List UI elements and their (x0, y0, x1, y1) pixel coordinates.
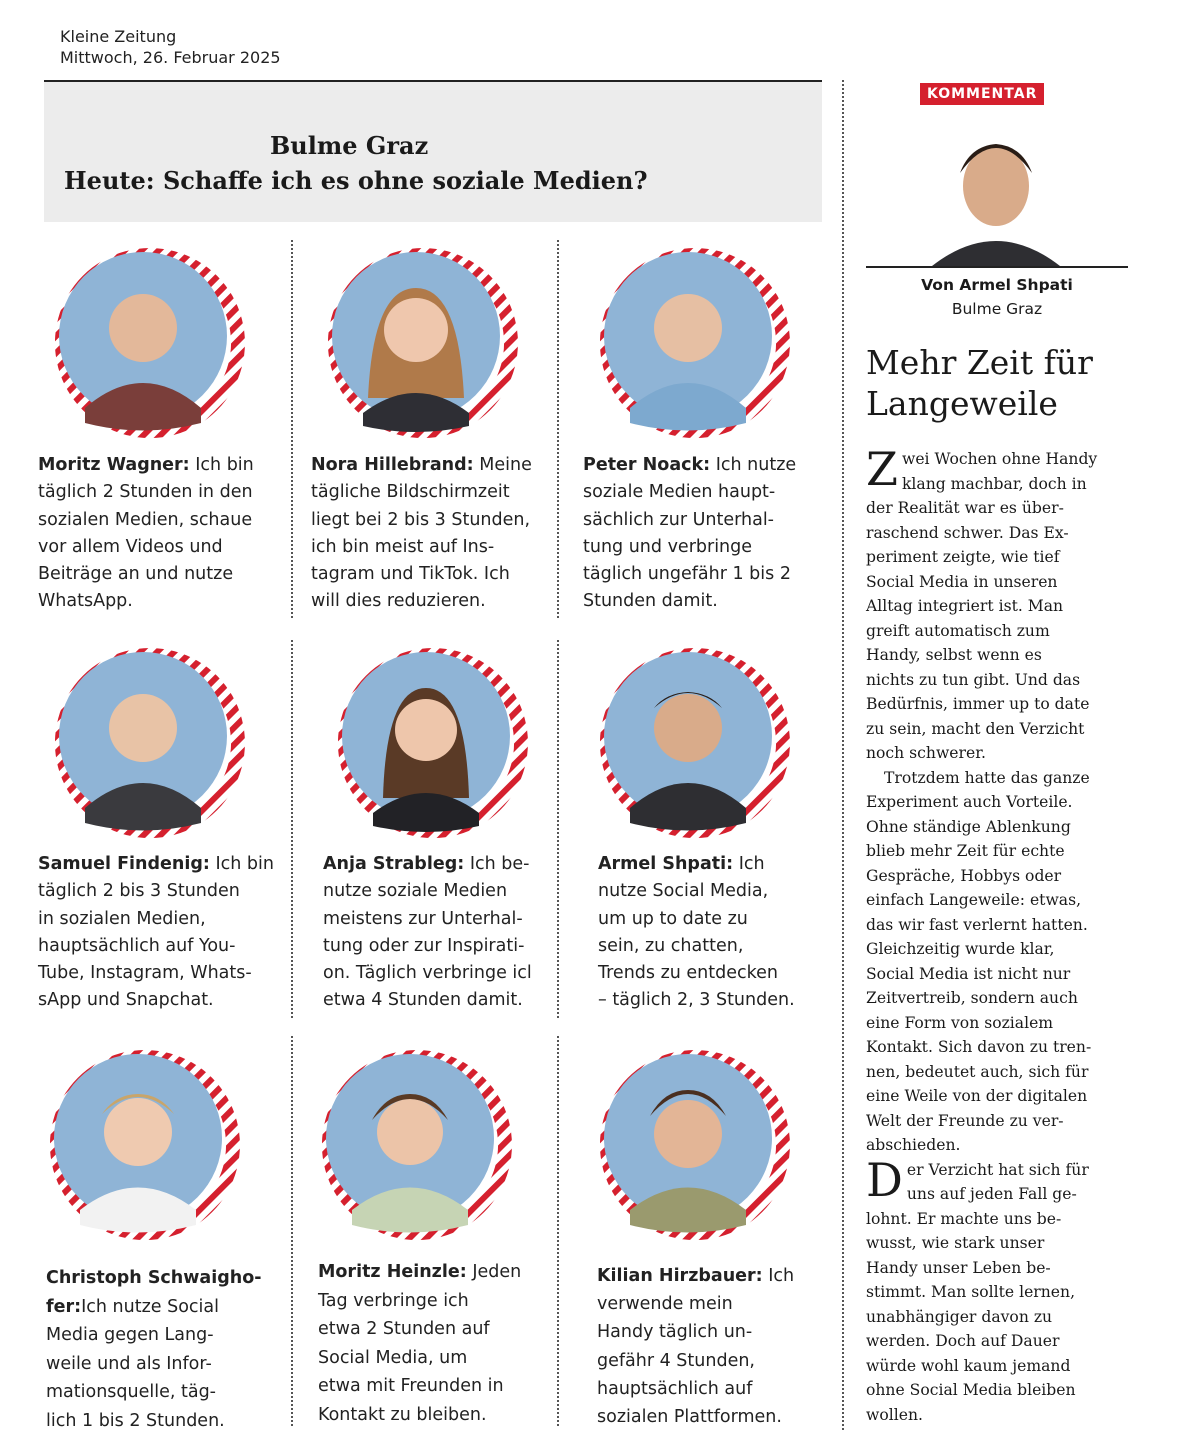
author-school: Bulme Graz (951, 300, 1043, 318)
author-name: Von Armel Shpati (921, 276, 1073, 294)
statement-kilian-hirzbauer: Kilian Hirzbauer: Ich verwende mein Handy täglich un- gefähr 4 Stunden, hauptsächlich auf sozialen Plattformen. (597, 1266, 795, 1428)
portrait-photo (55, 248, 245, 438)
portrait-photo (600, 1050, 790, 1240)
portrait-photo (600, 248, 790, 438)
banner-question: Heute: Schaffe ich es ohne soziale Medien? (64, 166, 648, 195)
portrait-photo (322, 1050, 512, 1240)
statement-moritz-wagner: Moritz Wagner: Ich bin täglich 2 Stunden in den sozialen Medien, schaue vor allem Videos und Beiträge an und nutze WhatsApp. (38, 455, 254, 612)
statement-peter-noack: Peter Noack: Ich nutze soziale Medien haupt- sächlich zur Unterhal- tung und verbringe täglich ungefähr 1 bis 2 Stunden damit. (583, 455, 797, 612)
issue-date: Mittwoch, 26. Februar 2025 (60, 48, 281, 67)
person-name: Nora Hillebrand: (311, 455, 474, 475)
author-rule (866, 266, 1128, 268)
topic-banner (44, 82, 822, 222)
statement-christoph-schwaighofer: Christoph Schwaigho- fer:Ich nutze Social Media gegen Lang- weile und als Infor- mationsquelle, täg- lich 1 bis 2 Stunden. (46, 1268, 262, 1431)
masthead (60, 26, 281, 68)
column-divider (557, 240, 559, 618)
person-name: Peter Noack: (583, 455, 711, 475)
column-divider (291, 240, 293, 618)
portrait-photo (55, 648, 245, 838)
comment-headline: Mehr Zeit für Langeweile (866, 343, 1093, 423)
portrait-photo (50, 1050, 240, 1240)
person-name: Armel Shpati: (598, 854, 734, 874)
statement-moritz-heinzle: Moritz Heinzle: Jeden Tag verbringe ich etwa 2 Stunden auf Social Media, um etwa mit Freunden in Kontakt zu bleiben. (318, 1262, 522, 1425)
kommentar-label: KOMMENTAR (920, 83, 1044, 105)
comment-body (866, 442, 1132, 1427)
person-name: Moritz Heinzle: (318, 1262, 467, 1282)
dropcap: D (866, 1152, 903, 1207)
author-photo (930, 128, 1062, 266)
person-name: Kilian Hirzbauer: (597, 1266, 763, 1286)
statement-anja-strableg: Anja Strableg: Ich be- nutze soziale Medien meistens zur Unterhal- tung oder zur Inspirati- on. Täglich verbringe icl etwa 4 Stunden damit. (323, 854, 532, 1011)
banner-school: Bulme Graz (270, 131, 429, 160)
person-name: Moritz Wagner: (38, 455, 190, 475)
right-column-divider (842, 80, 844, 1430)
portrait-photo (328, 248, 518, 438)
person-name: Anja Strableg: (323, 854, 465, 874)
dropcap: Z (866, 442, 898, 496)
person-name: Christoph Schwaigho- (46, 1268, 262, 1288)
person-name: Samuel Findenig: (38, 854, 210, 874)
paper-name: Kleine Zeitung (60, 27, 177, 46)
portrait-photo (600, 648, 790, 838)
statement-samuel-findenig: Samuel Findenig: Ich bin täglich 2 bis 3 Stunden in sozialen Medien, hauptsächlich auf You- Tube, Instagram, Whats- sApp und Snapchat. (38, 854, 274, 1011)
paragraph-1: Zwei Wochen ohne Handy klang machbar, doch in der Realität war es über- raschend schwer. Das Ex- periment zeigte, wie tief Social Media in unseren Alltag integriert ist. Man greift automatisch zum Handy, selbst wenn es nichts zu tun gibt. Und das Bedürfnis, immer up to date zu sein, macht den Verzicht noch schwerer. (866, 442, 1098, 762)
paragraph-2: Trotzdem hatte das ganze Experiment auch Vorteile. Ohne ständige Ablenkung blieb mehr Zeit für echte Gespräche, Hobbys oder einfach Langeweile: etwas, das wir fast verlernt hatten. Gleichzeitig wurde klar, Social Media ist nicht nur Zeitvertreib, sondern auch eine Form von sozialem Kontakt. Sich davon zu tren- nen, bedeutet auch, sich für eine Weile von der digitalen Welt der Freunde zu ver- abschieden. (866, 768, 1092, 1154)
portrait-photo (338, 648, 528, 838)
column-divider (291, 640, 293, 1018)
statement-armel-shpati: Armel Shpati: Ich nutze Social Media, um up to date zu sein, zu chatten, Trends zu entdecken – täglich 2, 3 Stunden. (598, 854, 795, 1011)
paragraph-3: Der Verzicht hat sich für uns auf jeden Fall ge- lohnt. Er machte uns be- wusst, wie stark unser Handy unser Leben be- stimmt. Man sollte lernen, unabhängiger davon zu werden. Doch auf Dauer würde wohl kaum jemand ohne Social Media bleiben wollen. (866, 1152, 1089, 1424)
column-divider (291, 1036, 293, 1426)
statement-nora-hillebrand: Nora Hillebrand: Meine tägliche Bildschirmzeit liegt bei 2 bis 3 Stunden, ich bin meist auf Ins- tagram und TikTok. Ich will dies reduzieren. (311, 455, 532, 612)
